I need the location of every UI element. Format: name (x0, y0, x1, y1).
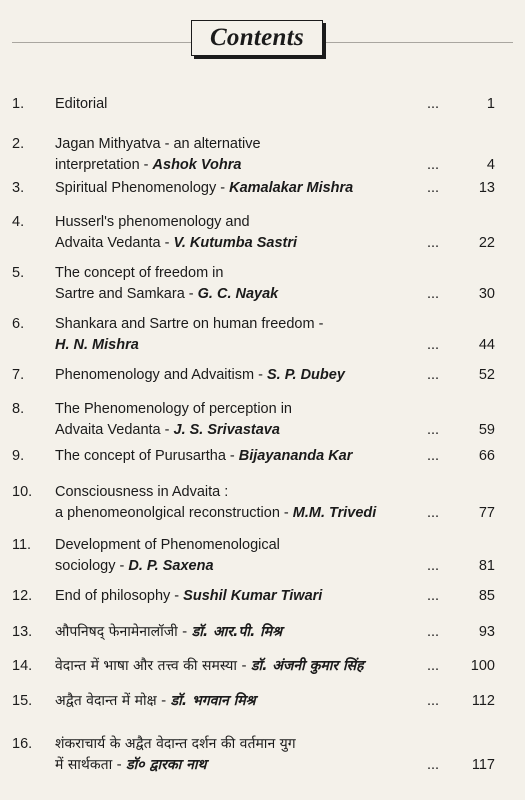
page-title: Contents (209, 24, 305, 51)
entry-title-line (55, 622, 440, 643)
entry-number: 7. (12, 367, 25, 383)
entry-number: 12. (12, 588, 33, 604)
entry-author: G. C. Nayak (197, 286, 279, 302)
leader-dots: ... (427, 337, 440, 353)
entry-number: 11. (12, 537, 32, 553)
entry-title-text: शंकराचार्य के अद्वैत वेदान्त दर्शन की वर्तमान युग (55, 736, 296, 752)
entry-number: 13. (12, 624, 33, 640)
entry-title-line (55, 284, 440, 305)
page-number: 85 (478, 588, 495, 604)
entry-title (55, 446, 440, 467)
entry-number: 9. (12, 448, 25, 464)
entry-title-text: Phenomenology and Advaitism - (55, 367, 267, 383)
entry-number: 2. (12, 136, 25, 152)
entry-title-line (55, 212, 440, 233)
entry-title (55, 263, 440, 305)
entry-author: Bijayananda Kar (238, 448, 353, 464)
page-number: 22 (478, 235, 495, 251)
entry-number: 15. (12, 693, 33, 709)
entry-title (55, 622, 440, 643)
entry-author: डॉ. आर.पी. मिश्र (191, 624, 283, 640)
entry-author: S. P. Dubey (267, 367, 345, 383)
entry-title-text: Spiritual Phenomenology - (55, 180, 230, 196)
leader-dots: ... (427, 658, 440, 674)
entry-title-text: sociology - (55, 558, 129, 574)
entry-title-text: Editorial (55, 96, 108, 112)
entry-number: 8. (12, 401, 25, 417)
entry-title-line (55, 233, 440, 254)
leader-dots: ... (427, 422, 440, 438)
entry-title-text: Husserl's phenomenology and (55, 214, 250, 230)
entry-number: 4. (12, 214, 25, 230)
entry-title-text: interpretation - (55, 157, 153, 173)
entry-number: 6. (12, 316, 25, 332)
page-number: 1 (486, 96, 495, 112)
page-number: 59 (478, 422, 495, 438)
leader-dots: ... (427, 693, 440, 709)
entry-author: डॉ. भगवान मिश्र (170, 693, 256, 709)
entry-title (55, 365, 440, 386)
entry-title-text: The Phenomenology of perception in (55, 401, 292, 417)
leader-dots: ... (427, 96, 440, 112)
entry-title (55, 399, 440, 441)
entry-author: J. S. Srivastava (173, 422, 280, 438)
entry-title-line (55, 94, 440, 115)
entry-title (55, 535, 440, 577)
entry-title (55, 314, 440, 356)
page-number: 13 (478, 180, 495, 196)
entry-title (55, 212, 440, 254)
page-number: 30 (478, 286, 495, 302)
entry-title-line (55, 399, 440, 420)
entry-title (55, 94, 440, 115)
entry-number: 5. (12, 265, 25, 281)
leader-dots: ... (427, 286, 440, 302)
page-number: 112 (471, 693, 495, 709)
entry-title-line (55, 691, 440, 712)
entry-author: V. Kutumba Sastri (173, 235, 298, 251)
page-number: 44 (478, 337, 495, 353)
entry-title-text: Development of Phenomenological (55, 537, 280, 553)
entry-title-line (55, 446, 440, 467)
entry-title-text: The concept of Purusartha - (55, 448, 239, 464)
entry-title-line (55, 155, 440, 176)
leader-dots: ... (427, 448, 440, 464)
entry-title-text: अद्वैत वेदान्त में मोक्ष - (55, 693, 171, 709)
entry-author: H. N. Mishra (55, 337, 139, 353)
entry-title (55, 691, 440, 712)
entry-title-text: Shankara and Sartre on human freedom - (55, 316, 324, 332)
contents-title-box (191, 20, 323, 56)
entry-title (55, 734, 440, 776)
entry-title (55, 656, 440, 677)
entry-title-line (55, 335, 440, 356)
page-number: 4 (486, 157, 495, 173)
page-number: 52 (478, 367, 495, 383)
entry-title-line (55, 503, 440, 524)
entry-author: डॉ. अंजनी कुमार सिंह (250, 658, 364, 674)
page-number: 93 (478, 624, 495, 640)
entry-author: Kamalakar Mishra (229, 180, 354, 196)
entry-title-line (55, 656, 440, 677)
leader-dots: ... (427, 157, 440, 173)
entry-title-text: में सार्थकता - (55, 757, 127, 773)
leader-dots: ... (427, 180, 440, 196)
leader-dots: ... (427, 624, 440, 640)
leader-dots: ... (427, 367, 440, 383)
entry-title-text: Advaita Vedanta - (55, 235, 174, 251)
entry-title-text: End of philosophy - (55, 588, 184, 604)
entry-title-text: Advaita Vedanta - (55, 422, 174, 438)
entry-title-line (55, 586, 440, 607)
entry-title-line (55, 535, 440, 556)
leader-dots: ... (427, 558, 440, 574)
leader-dots: ... (427, 588, 440, 604)
entry-title-line (55, 178, 440, 199)
entry-title-text: Sartre and Samkara - (55, 286, 198, 302)
leader-dots: ... (427, 235, 440, 251)
entry-author: D. P. Saxena (128, 558, 214, 574)
entry-title-text: Jagan Mithyatva - an alternative (55, 136, 261, 152)
entry-title-text: औपनिषद् फेनामेनालॉजी - (55, 624, 192, 640)
entry-title (55, 586, 440, 607)
entry-number: 16. (12, 736, 33, 752)
entry-title-line (55, 134, 440, 155)
entry-title-line (55, 314, 440, 335)
leader-dots: ... (427, 757, 440, 773)
entry-title-line (55, 755, 440, 776)
entry-title-line (55, 263, 440, 284)
entry-author: Sushil Kumar Tiwari (183, 588, 323, 604)
entry-title-text: The concept of freedom in (55, 265, 224, 281)
entry-title-line (55, 420, 440, 441)
page-number: 66 (478, 448, 495, 464)
entry-title (55, 134, 440, 176)
entry-title (55, 178, 440, 199)
entry-title (55, 482, 440, 524)
entry-number: 14. (12, 658, 33, 674)
page-number: 81 (478, 558, 495, 574)
page-number: 77 (478, 505, 495, 521)
entry-author: M.M. Trivedi (292, 505, 377, 521)
entry-number: 10. (12, 484, 33, 500)
entry-title-line (55, 482, 440, 503)
entry-author: डॉ० द्वारका नाथ (126, 757, 207, 773)
entry-title-line (55, 365, 440, 386)
entry-number: 1. (12, 96, 25, 112)
entry-title-text: a phenomeonolgical reconstruction - (55, 505, 293, 521)
entry-title-line (55, 734, 440, 755)
entry-number: 3. (12, 180, 25, 196)
page-number: 117 (471, 757, 495, 773)
entry-title-text: वेदान्त में भाषा और तत्त्व की समस्या - (55, 658, 251, 674)
entry-title-text: Consciousness in Advaita : (55, 484, 229, 500)
leader-dots: ... (427, 505, 440, 521)
page-number: 100 (470, 658, 495, 674)
entry-author: Ashok Vohra (152, 157, 242, 173)
entry-title-line (55, 556, 440, 577)
